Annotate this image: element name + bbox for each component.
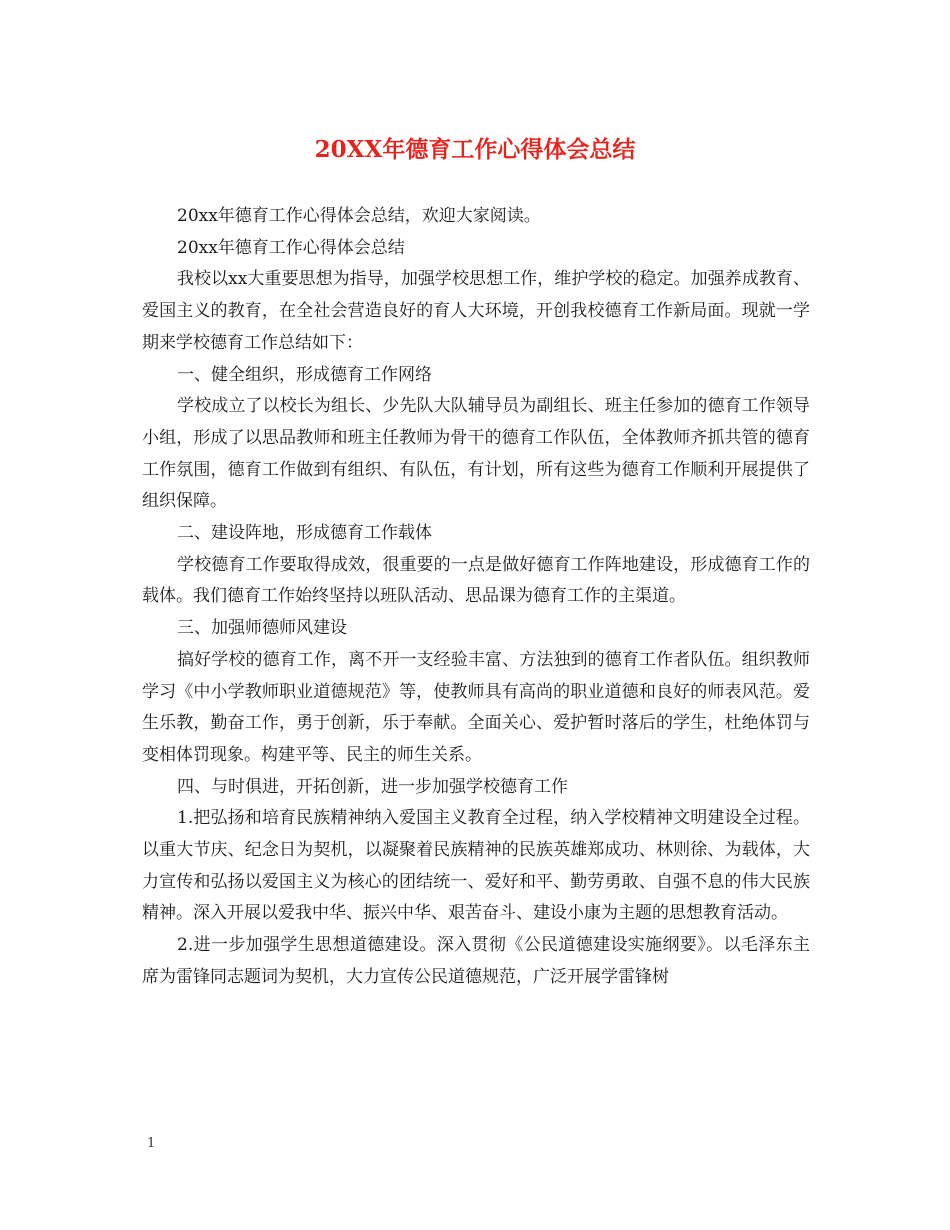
paragraph-overview: 我校以xx大重要思想为指导，加强学校思想工作，维护学校的稳定。加强养成教育、爱国主义的教育，在全社会营造良好的育人大环境，开创我校德育工作新局面。现就一学期来学校德育工作总结如下： (142, 269, 810, 353)
section-heading-1: 一、健全组织，形成德育工作网络 (177, 364, 432, 385)
paragraph-subtitle: 20xx年德育工作心得体会总结 (177, 237, 405, 258)
paragraph-intro: 20xx年德育工作心得体会总结，欢迎大家阅读。 (177, 206, 541, 226)
paragraph-item-1: 1.把弘扬和培育民族精神纳入爱国主义教育全过程，纳入学校精神文明建设全过程。以重大节庆、纪念日为契机，以凝聚着民族精神的民族英雄郑成功、林则徐、为载体，大力宣传和弘扬以爱国主义为核心的团结统一、爱好和平、勤劳勇敢、自强不息的伟大民族精神。深入开展以爱我中华、振兴中华、艰苦奋斗、建设小康为主题的思想教育活动。 (142, 808, 810, 924)
document-body (142, 201, 810, 994)
paragraph-item-2: 2.进一步加强学生思想道德建设。深入贯彻《公民道德建设实施纲要》。以毛泽东主席为雷锋同志题词为契机，大力宣传公民道德规范，广泛开展学雷锋树 (142, 935, 810, 987)
page-number: 1 (147, 1136, 156, 1151)
section-heading-3: 三、加强师德师风建设 (177, 618, 347, 639)
paragraph-organization: 学校成立了以校长为组长、少先队大队辅导员为副组长、班主任参加的德育工作领导小组，形成了以思品教师和班主任教师为骨干的德育工作队伍，全体教师齐抓共管的德育工作氛围，德育工作做到有组织、有队伍，有计划，所有这些为德育工作顺利开展提供了组织保障。 (142, 396, 810, 512)
paragraph-positions: 学校德育工作要取得成效，很重要的一点是做好德育工作阵地建设，形成德育工作的载体。我们德育工作始终坚持以班队活动、思品课为德育工作的主渠道。 (142, 554, 810, 607)
paragraph-teachers: 搞好学校的德育工作，离不开一支经验丰富、方法独到的德育工作者队伍。组织教师学习《中小学教师职业道德规范》等，使教师具有高尚的职业道德和良好的师表风范。爱生乐教，勤奋工作，勇于创新，乐于奉献。全面关心、爱护暂时落后的学生，杜绝体罚与变相体罚现象。构建平等、民主的师生关系。 (142, 649, 810, 765)
document-title: 20XX年德育工作心得体会总结 (314, 136, 636, 163)
section-heading-4: 四、与时俱进，开拓创新，进一步加强学校德育工作 (177, 776, 568, 797)
section-heading-2: 二、建设阵地，形成德育工作载体 (177, 523, 432, 544)
